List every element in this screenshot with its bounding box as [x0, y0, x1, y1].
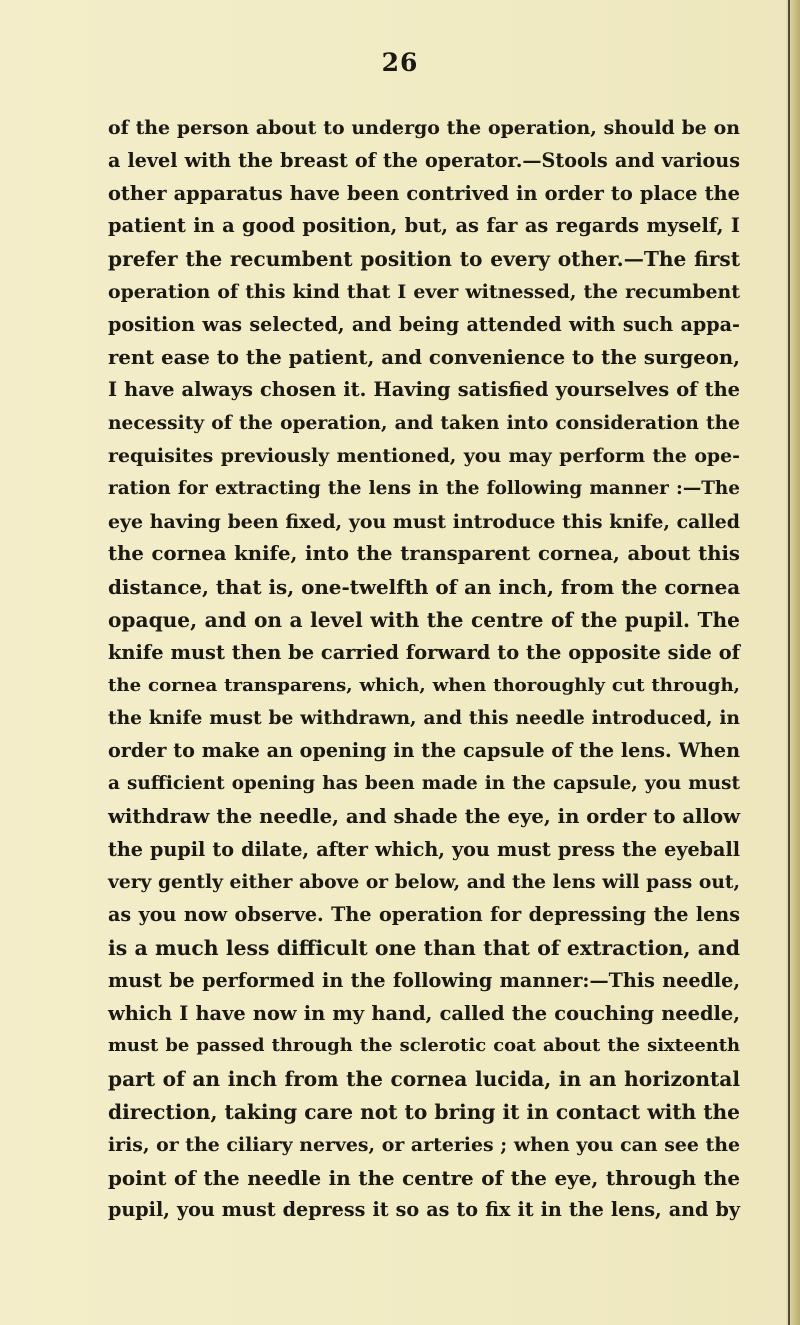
text-line: operation of this kind that I ever witnessed, the recumbent: [108, 280, 740, 303]
text-line: the cornea knife, into the transparent cornea, about this: [108, 542, 740, 566]
text-line: the pupil to dilate, after which, you must press the eyeball: [108, 837, 740, 861]
text-line: very gently either above or below, and the lens will pass out,: [108, 871, 740, 894]
text-line: which I have now in my hand, called the couching needle,: [108, 1001, 740, 1025]
text-line: patient in a good position, but, as far as regards myself, I: [108, 214, 740, 238]
text-line: pupil, you must depress it so as to fix it in the lens, and by: [108, 1198, 740, 1222]
text-line: must be passed through the sclerotic coat about the sixteenth: [108, 1035, 740, 1057]
text-line: distance, that is, one-twelfth of an inch, from the cornea: [108, 575, 741, 600]
text-line: a sufficient opening has been made in the capsule, you must: [108, 772, 740, 794]
text-line: rent ease to the patient, and convenience to the surgeon,: [108, 345, 740, 369]
page-edge-shadow-line: [788, 0, 790, 1325]
text-line: the knife must be withdrawn, and this needle introduced, in: [108, 707, 740, 730]
text-line: as you now observe. The operation for depressing the lens: [108, 903, 740, 927]
text-line: part of an inch from the cornea lucida, in an horizontal: [108, 1067, 740, 1092]
text-line: position was selected, and being attended with such appa-: [108, 312, 740, 336]
text-line: opaque, and on a level with the centre of the pupil. The: [108, 607, 740, 632]
text-line: eye having been fixed, you must introduce this knife, called: [108, 510, 740, 533]
text-line: a level with the breast of the operator.—Stools and various: [108, 148, 740, 172]
text-line: point of the needle in the centre of the eye, through the: [108, 1165, 740, 1190]
text-line: of the person about to undergo the operation, should be on: [108, 117, 740, 139]
body-text: [108, 112, 740, 1227]
text-line: necessity of the operation, and taken into consideration the: [108, 412, 740, 435]
text-line: other apparatus have been contrived in order to place the: [108, 181, 740, 205]
text-line: is a much less difficult one than that of extraction, and: [108, 935, 740, 960]
text-line: prefer the recumbent position to every other.—The first: [108, 247, 740, 272]
text-line: order to make an opening in the capsule of the lens. When: [108, 739, 740, 763]
text-line: must be performed in the following manner:—This needle,: [108, 968, 740, 992]
text-line: requisites previously mentioned, you may perform the ope-: [108, 444, 740, 467]
page-number: 26: [381, 48, 419, 77]
text-line: direction, taking care not to bring it in contact with the: [108, 1099, 740, 1124]
text-line: I have always chosen it. Having satisfied yourselves of the: [108, 378, 740, 402]
text-line: withdraw the needle, and shade the eye, in order to allow: [108, 804, 740, 828]
text-line: iris, or the ciliary nerves, or arteries ; when you can see the: [108, 1133, 740, 1156]
text-line: ration for extracting the lens in the following manner :—The: [108, 477, 740, 499]
text-line: the cornea transparens, which, when thoroughly cut through,: [108, 674, 740, 696]
text-line: knife must then be carried forward to the opposite side of: [108, 640, 740, 664]
